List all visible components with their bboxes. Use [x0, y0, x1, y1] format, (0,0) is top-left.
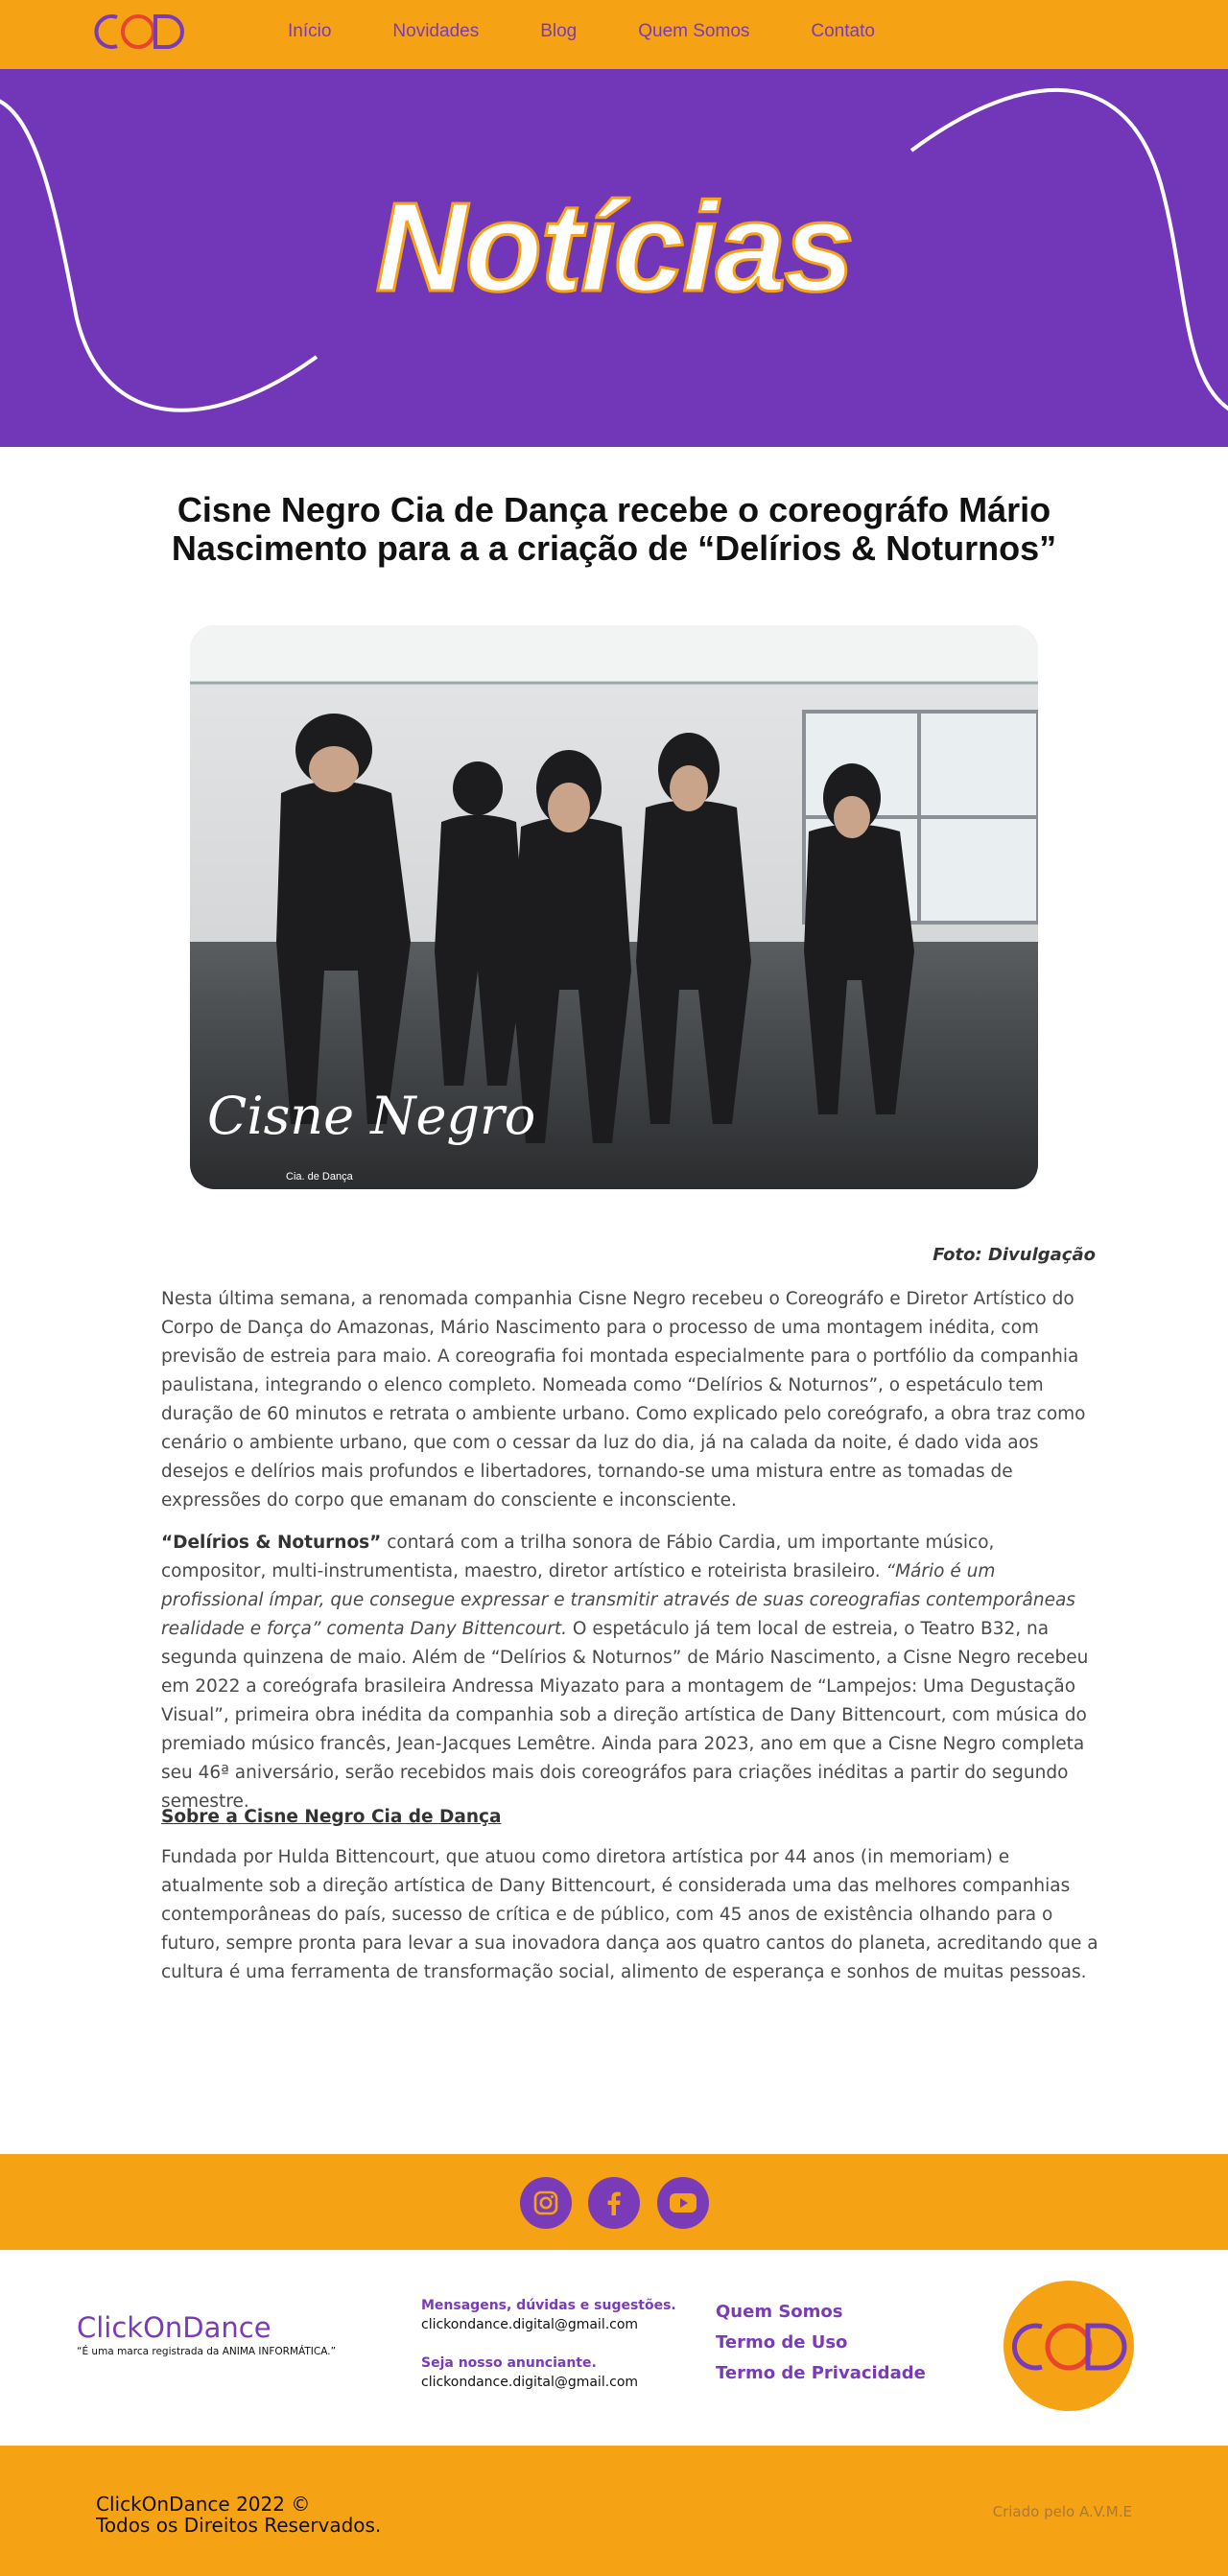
instagram-icon[interactable]	[520, 2177, 572, 2229]
copyright-line-2: Todos os Direitos Reservados.	[96, 2514, 382, 2537]
footer-brand-note: “É uma marca registrada da ANIMA INFORMÁTICA.”	[77, 2346, 337, 2357]
cod-logo[interactable]	[90, 10, 192, 54]
contact-advertise-label: Seja nosso anunciante.	[421, 2355, 597, 2371]
about-heading: Sobre a Cisne Negro Cia de Dança	[161, 1807, 502, 1827]
page-title: Notícias	[375, 176, 853, 317]
copyright-line-1: ClickOnDance 2022 ©	[96, 2493, 311, 2516]
article-paragraph-3: Fundada por Hulda Bittencourt, que atuou como diretora artística por 44 anos (in memoriam) e atualmente sob a direção artística de Dany Bittencourt, é considerada uma das melhores companhias contemporâneas do país, sucesso de crítica e de público, com 45 anos de existência olhando para o futuro, sempre pronta para levar a sua inovadora dança aos quatro cantos do planeta, acreditando que a cultura é uma ferramenta de transformação social, alimento de esperança e sonhos de muitas pessoas.	[161, 1847, 1098, 1982]
quote-text: “Mário é um profissional ímpar, que consegue expressar e transmitir através de suas coreografias contemporâneas realidade e força” comenta Dany Bittencourt.	[161, 1561, 1075, 1639]
nav-inicio[interactable]: Início	[288, 21, 332, 41]
cisne-negro-watermark: Cisne Negro	[207, 1086, 536, 1146]
hero-banner	[0, 69, 1228, 447]
nav-quem-somos[interactable]: Quem Somos	[638, 21, 750, 41]
footer-brand: ClickOnDance	[77, 2311, 272, 2344]
bottom-bar	[0, 2446, 1228, 2576]
youtube-icon[interactable]	[657, 2177, 709, 2229]
facebook-icon[interactable]	[588, 2177, 640, 2229]
cod-logo-large	[1004, 2281, 1134, 2411]
dancers-photo	[190, 625, 1038, 1189]
contact-messages-email[interactable]: clickondance.digital@gmail.com	[421, 2317, 639, 2332]
nav-blog[interactable]: Blog	[540, 21, 578, 41]
nav-contato[interactable]: Contato	[811, 21, 875, 41]
copyright	[96, 2494, 381, 2536]
article-paragraph-1: Nesta última semana, a renomada companhia Cisne Negro recebeu o Coreográfo e Diretor Artístico do Corpo de Dança do Amazonas, Mário Nascimento para o processo de uma montagem inédita, com previsão de estreia para maio. A coreografia foi montada especialmente para o portfólio da companhia paulistana, integrando o elenco completo. Nomeada como “Delírios & Noturnos”, o espetáculo tem duração de 60 minutos e retrata o ambiente urbano. Como explicado pelo coreógrafo, a obra traz como cenário o ambiente urbano, que com o cessar da luz do dia, já na calada da noite, é dado vida aos desejos e delírios mais profundos e libertadores, tornando-se uma mistura entre as tomadas de expressões do corpo que emanam do consciente e inconsciente.	[161, 1289, 1086, 1510]
paragraph-2-text-a: contará com a trilha sonora de Fábio Cardia, um importante músico, compositor, multi-instrumentista, maestro, diretor artístico e roteirista brasileiro.	[161, 1533, 995, 1581]
article-paragraph-2	[161, 1529, 1101, 1816]
nav-novidades[interactable]: Novidades	[392, 21, 480, 41]
article-title: Cisne Negro Cia de Dança recebe o coreográfo Mário Nascimento para a a criação de “Delírios & Noturnos”	[171, 490, 1057, 568]
contact-messages-label: Mensagens, dúvidas e sugestões.	[421, 2298, 676, 2313]
social-band	[0, 2154, 1228, 2250]
paragraph-2-text-b: O espetáculo já tem local de estreia, o Teatro B32, na segunda quinzena de maio. Além de “Delírios & Noturnos” de Mário Nascimento, a Cisne Negro recebeu em 2022 a coreógrafa brasileira Andressa Miyazato para a montagem de “Lampejos: Uma Degustação Visual”, primeira obra inédita da companhia sob a direção artística de Dany Bittencourt, com música do premiado músico francês, Jean-Jacques Lemêtre. Ainda para 2023, ano em que a Cisne Negro completa seu 46ª aniversário, serão recebidos mais dois coreográfos para criações inéditas a partir do segundo semestre.	[161, 1619, 1089, 1812]
main-nav	[288, 0, 936, 63]
watermark-subtitle: Cia. de Dança	[286, 1171, 353, 1183]
footer-link-termo-de-privacidade[interactable]: Termo de Privacidade	[716, 2363, 926, 2383]
footer-link-quem-somos[interactable]: Quem Somos	[716, 2302, 843, 2322]
footer-logo	[1004, 2281, 1134, 2411]
article-photo	[190, 625, 1038, 1189]
photo-caption: Foto: Divulgação	[933, 1245, 1096, 1265]
footer-link-termo-de-uso[interactable]: Termo de Uso	[716, 2332, 848, 2353]
show-title: “Delírios & Noturnos”	[161, 1533, 382, 1553]
top-navbar	[0, 0, 1228, 69]
site-credit[interactable]: Criado pelo A.V.M.E	[992, 2503, 1132, 2520]
contact-advertise-email[interactable]: clickondance.digital@gmail.com	[421, 2375, 639, 2390]
